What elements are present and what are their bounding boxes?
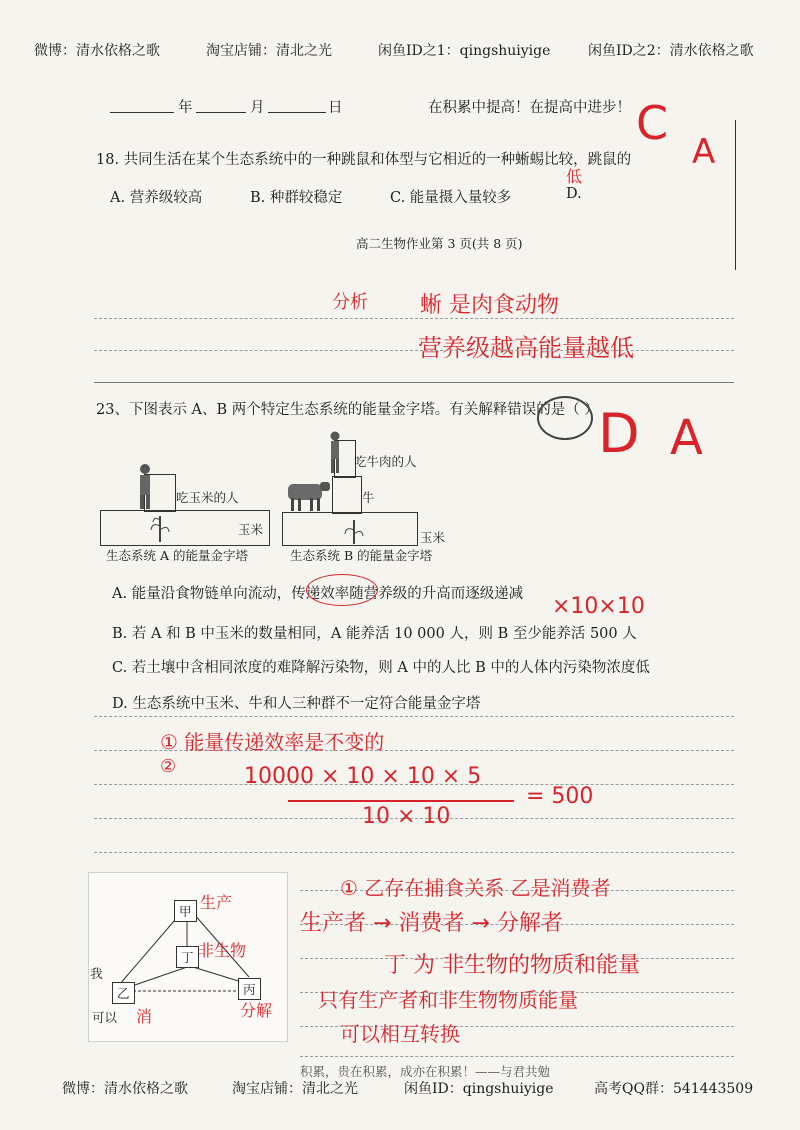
q23-stem: 23、下图表示 A、B 两个特定生态系统的能量金字塔。有关解释错误的是（ ） [96, 402, 599, 418]
fraction-bar [288, 800, 514, 802]
fig-b-top-label: 吃牛肉的人 [354, 454, 417, 469]
q18-hand-note-di: 低 [566, 167, 583, 186]
footer-weibo: 微博：清水依格之歌 [62, 1081, 188, 1097]
q18-hand-note-2: 营养级越高能量越低 [418, 334, 634, 362]
year-label: 年 [178, 100, 193, 116]
footer-taobao: 淘宝店铺：清北之光 [232, 1081, 358, 1097]
q23-hand-note-1: ① 能量传递效率是不变的 [160, 730, 385, 754]
footer-qq: 高考QQ群：541443509 [594, 1081, 754, 1097]
q23-hand-answer-a: A [670, 410, 703, 466]
header-weibo: 微博：清水依格之歌 [34, 43, 160, 59]
q23-option-d: D. 生态系统中玉米、牛和人三种群不一定符合能量金字塔 [112, 696, 481, 712]
header-taobao: 淘宝店铺：清北之光 [206, 43, 332, 59]
diagram-label-left: 我 [90, 966, 103, 981]
node-yi: 乙 [112, 982, 135, 1004]
q18-hand-answer-top: C [636, 96, 669, 150]
node-jia: 甲 [174, 900, 197, 922]
month-blank [196, 112, 246, 113]
answer-line [300, 1056, 734, 1057]
hand-yi: 消 [136, 1007, 153, 1026]
fig-b-base-label: 玉米 [420, 530, 446, 545]
q18-hand-note-1: 蜥 是肉食动物 [420, 293, 559, 318]
q23-option-b: B. 若 A 和 B 中玉米的数量相同，A 能养活 10 000 人，则 B 至少能养活 500 人 [112, 626, 637, 642]
node-bing: 丙 [238, 978, 261, 1000]
day-blank [268, 112, 326, 113]
corn-icon [344, 516, 364, 544]
q23-hand-answer-d: D [598, 402, 640, 465]
person-icon [326, 430, 344, 474]
hand-jia: 生产 [200, 893, 233, 912]
diagram-hand-note-1: ① 乙存在捕食关系 乙是消费者 [340, 876, 611, 900]
footer-xianyu: 闲鱼ID：qingshuiyige [404, 1081, 554, 1097]
q18-hand-answer-side: A [692, 132, 716, 172]
answer-line [94, 382, 734, 383]
answer-line [94, 350, 734, 351]
q18-option-a: A. 营养级较高 [110, 190, 203, 206]
hand-ding: 非生物 [198, 941, 247, 960]
q18-option-b: B. 种群较稳定 [250, 190, 343, 206]
q18-hand-note-label: 分析 [332, 292, 368, 313]
q23-hand-mult: ×10×10 [552, 594, 645, 619]
day-label: 日 [328, 100, 343, 116]
fig-b-caption: 生态系统 B 的能量金字塔 [290, 548, 433, 563]
pyramid-a [100, 460, 270, 552]
person-icon [134, 462, 156, 510]
node-ding: 丁 [176, 946, 199, 968]
month-label: 月 [250, 100, 265, 116]
year-blank [110, 112, 174, 113]
q23-hand-calc-numer: 10000 × 10 × 10 × 5 [244, 764, 482, 789]
cow-icon [282, 478, 332, 512]
q23-hand-calc-result: = 500 [526, 784, 594, 809]
diagram-hand-note-3: 丁 为 非生物的物质和能量 [384, 953, 640, 978]
hand-bing: 分解 [240, 1001, 273, 1020]
q23-option-a: A. 能量沿食物链单向流动，传递效率随营养级的升高而逐级递减 [112, 586, 524, 602]
q18-stem: 18. 共同生活在某个生态系统中的一种跳鼠和体型与它相近的一种蜥蜴比较，跳鼠的 [96, 152, 632, 168]
footer-motto: 积累，贵在积累，成亦在积累！——与君共勉 [300, 1064, 551, 1079]
q23-option-c: C. 若土壤中含相同浓度的难降解污染物，则 A 中的人比 B 中的人体内污染物浓度低 [112, 660, 650, 676]
q18-option-c: C. 能量摄入量较多 [390, 190, 512, 206]
fig-a-base-label: 玉米 [238, 522, 264, 537]
q23-hand-calc-denom: 10 × 10 [362, 804, 451, 829]
answer-circle-mark [537, 396, 593, 440]
fig-a-top-label: 吃玉米的人 [176, 490, 239, 505]
answer-line [94, 716, 734, 717]
q18-option-d-letter: D. [566, 186, 582, 202]
page-edge-line [735, 120, 736, 270]
fig-a-caption: 生态系统 A 的能量金字塔 [106, 548, 248, 563]
fig-b-mid-label: 牛 [362, 490, 375, 505]
header-xianyu-1: 闲鱼ID之1：qingshuiyige [378, 43, 551, 59]
header-xianyu-2: 闲鱼ID之2：清水依格之歌 [588, 43, 754, 59]
corn-icon [150, 512, 170, 542]
q23-hand-note-2-mark: ② [160, 756, 177, 777]
diagram-label-left-2: 可以 [92, 1010, 118, 1025]
answer-line [94, 318, 734, 319]
motto: 在积累中提高！在提高中进步！ [428, 100, 631, 116]
diagram-hand-note-5: 可以相互转换 [340, 1022, 460, 1046]
q18-page-footer: 高二生物作业第 3 页(共 8 页) [356, 236, 523, 251]
hand-circle-mark [306, 574, 378, 606]
pyramid-b-mid [332, 476, 362, 514]
diagram-hand-note-4: 只有生产者和非生物物质能量 [318, 988, 578, 1012]
answer-line [94, 852, 734, 853]
diagram-hand-note-2: 生产者 → 消费者 → 分解者 [300, 911, 563, 936]
